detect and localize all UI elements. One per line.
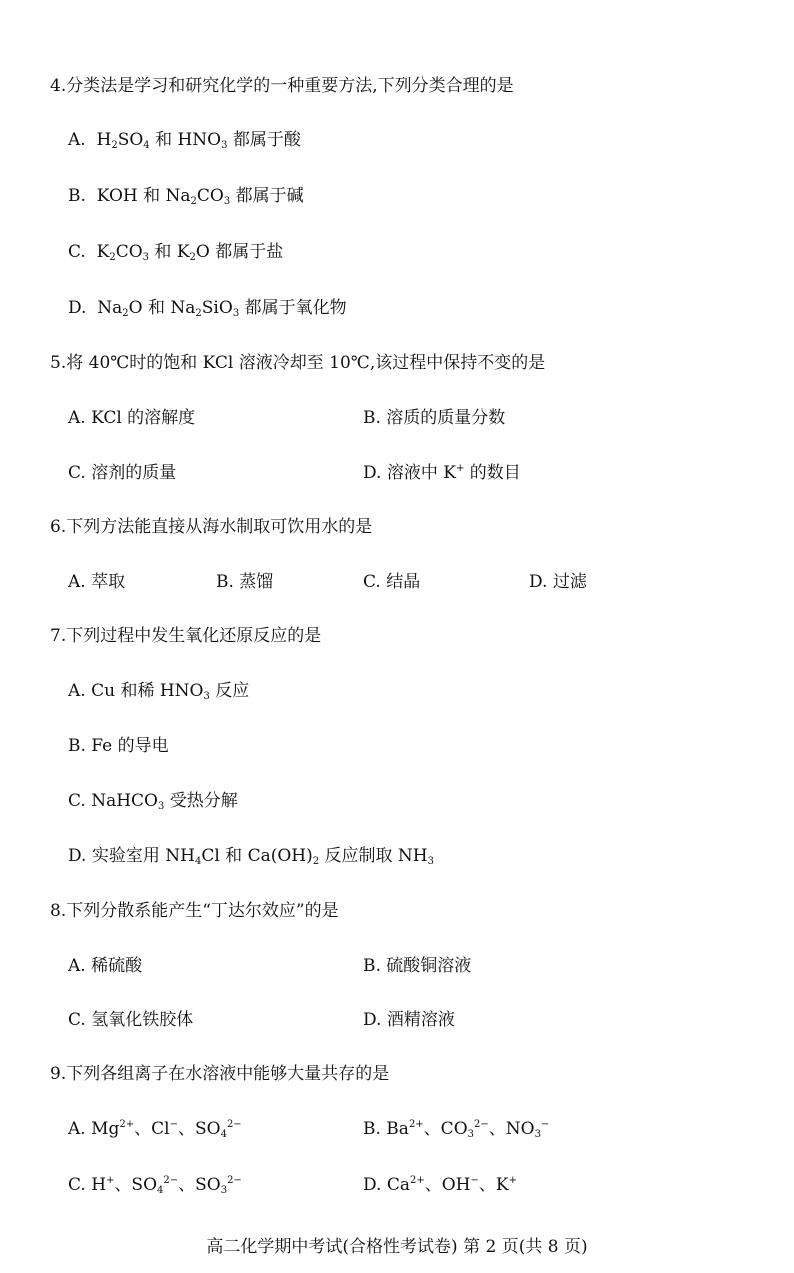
q6-option-b: B. 蒸馏 — [216, 572, 274, 592]
q4-option-d: D. $Na_2O$ 和 $Na_2SiO_3$ 都属于氧化物 — [68, 298, 347, 319]
q8-stem: 8.下列分散系能产生“丁达尔效应”的是 — [50, 901, 339, 921]
q7-option-c: C. NaHCO$_3$ 受热分解 — [68, 791, 238, 812]
q9-option-c: C. H+、$SO_4^{2-}$、$SO_3^{2-}$ — [68, 1175, 242, 1196]
q9-option-b: B. $Ba^{2+}$、$CO_3^{2-}$、$NO_3^-$ — [363, 1119, 550, 1140]
q5-option-d: D. 溶液中 K+ 的数目 — [363, 463, 521, 483]
q7-option-a: A. Cu 和稀 $HNO_3$ 反应 — [68, 681, 250, 702]
q8-option-c: C. 氢氧化铁胶体 — [68, 1010, 194, 1030]
q9-stem: 9.下列各组离子在水溶液中能够大量共存的是 — [50, 1064, 390, 1084]
q5-option-c: C. 溶剂的质量 — [68, 463, 177, 483]
q6-option-d: D. 过滤 — [529, 572, 587, 592]
q6-option-c: C. 结晶 — [363, 572, 421, 592]
q4-option-a: A. $H_2SO_4$ 和 $HNO_3$ 都属于酸 — [68, 130, 301, 151]
q5-option-b: B. 溶质的质量分数 — [363, 408, 506, 428]
q9-option-a: A. $Mg^{2+}$、Cl−、$SO_4^{2-}$ — [68, 1119, 242, 1140]
q4-option-b: B. KOH 和 $Na_2CO_3$ 都属于碱 — [68, 186, 304, 207]
q7-stem: 7.下列过程中发生氧化还原反应的是 — [50, 626, 322, 646]
q4-stem: 4.分类法是学习和研究化学的一种重要方法,下列分类合理的是 — [50, 76, 514, 96]
q7-option-b: B. Fe 的导电 — [68, 736, 169, 756]
q6-option-a: A. 萃取 — [68, 572, 126, 592]
q8-option-a: A. 稀硫酸 — [68, 956, 143, 976]
q5-option-a: A. KCl 的溶解度 — [68, 408, 196, 428]
q6-stem: 6.下列方法能直接从海水制取可饮用水的是 — [50, 517, 373, 537]
q7-option-d: D. 实验室用 $NH_4Cl$ 和 $Ca(OH)_2$ 反应制取 $NH_3$ — [68, 846, 434, 867]
q9-option-d: D. $Ca^{2+}$、OH−、K+ — [363, 1175, 517, 1195]
page-footer: 高二化学期中考试(合格性考试卷) 第 2 页(共 8 页) — [206, 1237, 588, 1257]
q8-option-d: D. 酒精溶液 — [363, 1010, 455, 1030]
q8-option-b: B. 硫酸铜溶液 — [363, 956, 472, 976]
q4-option-c: C. $K_2CO_3$ 和 $K_2O$ 都属于盐 — [68, 242, 284, 263]
q5-stem: 5.将 40℃时的饱和 KCl 溶液冷却至 10℃,该过程中保持不变的是 — [50, 353, 546, 373]
